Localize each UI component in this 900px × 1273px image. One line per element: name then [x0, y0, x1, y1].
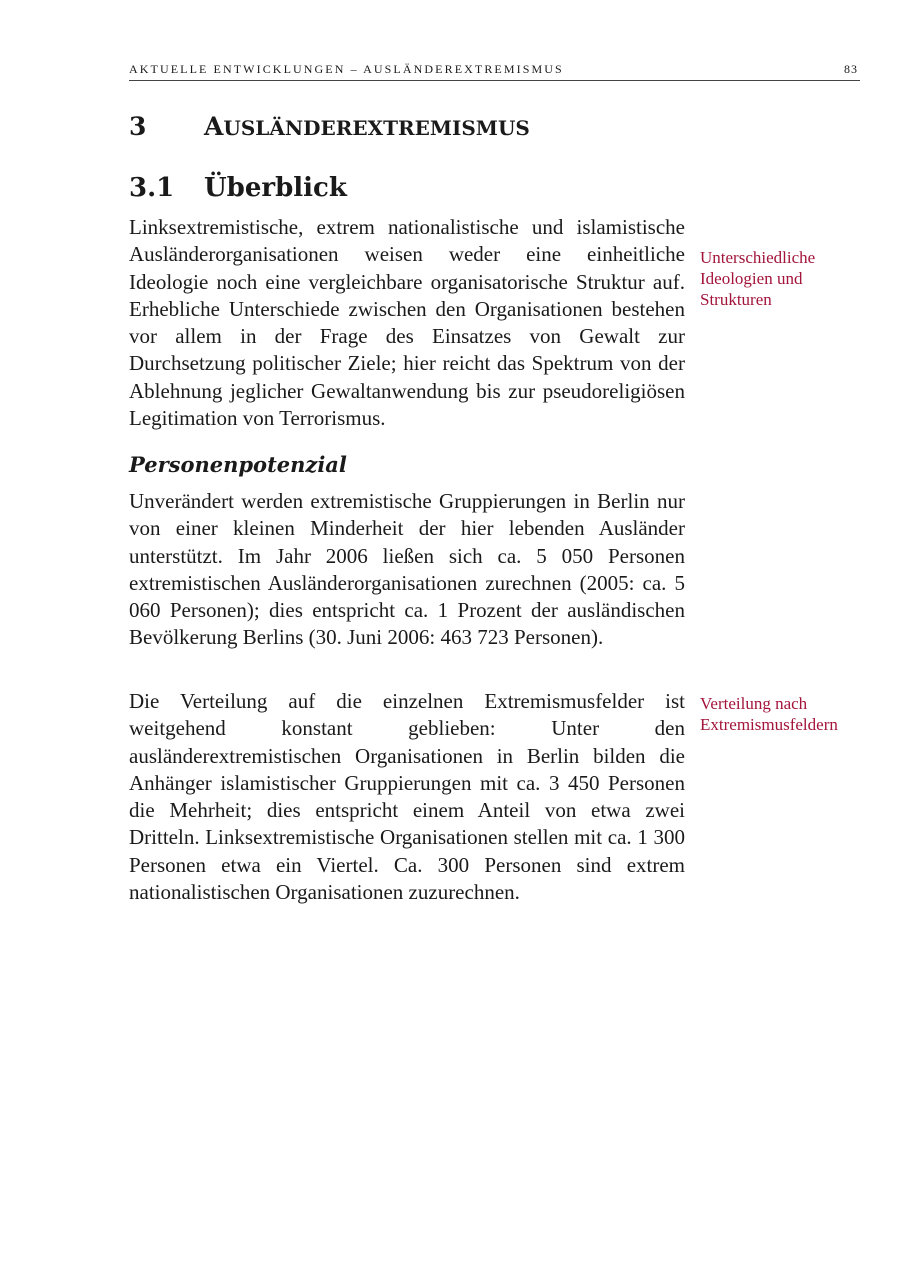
- paragraph-overview: Linksextremistische, extrem nationalistische und islamistische Ausländerorganisationen weisen weder eine einheitliche Ideologie noch eine vergleichbare organisatorische Struktur auf. Erhebliche Unterschiede zwischen den Organisationen bestehen vor allem in der Frage des Einsatzes von Gewalt zur Durchsetzung politischer Ziele; hier reicht das Spektrum von der Ablehnung jeglicher Gewaltanwendung bis zur pseudoreligiösen Legitimation von Terrorismus.: [129, 215, 685, 431]
- section-title: Überblick: [204, 173, 347, 203]
- chapter-number: 3: [129, 112, 147, 141]
- chapter-title-rest: USLÄNDEREXTREMISMUS: [223, 116, 530, 140]
- running-title: AKTUELLE ENTWICKLUNGEN – AUSLÄNDEREXTREMISMUS: [129, 62, 564, 76]
- chapter-title-initial: A: [204, 112, 224, 141]
- section-number: 3.1: [129, 173, 175, 203]
- page-number: 83: [844, 62, 858, 76]
- margin-note-ideologies: Unterschiedliche Ideologien und Strukturen: [700, 248, 816, 309]
- subheading-personenpotenzial: Personenpotenzial: [129, 452, 347, 477]
- paragraph-verteilung: Die Verteilung auf die einzelnen Extremismusfelder ist weitgehend konstant geblieben: Unter den ausländerextremistischen Organisationen in Berlin bilden die Anhänger islamistischer Gruppierungen mit ca. 3 450 Personen die Mehrheit; dies entspricht einem Anteil von etwa zwei Dritteln. Linksextremistische Organisationen stellen mit ca. 1 300 Personen etwa ein Viertel. Ca. 300 Personen sind extrem nationalistischen Organisationen zuzurechnen.: [129, 689, 685, 905]
- margin-note-verteilung: Verteilung nach Extremismusfeldern: [700, 694, 838, 734]
- running-header: [129, 62, 860, 81]
- chapter-title: [204, 112, 530, 141]
- paragraph-personenpotenzial: Unverändert werden extremistische Gruppierungen in Berlin nur von einer kleinen Minderheit der hier lebenden Ausländer unterstützt. Im Jahr 2006 ließen sich ca. 5 050 Personen extremistischen Ausländerorganisationen zurechnen (2005: ca. 5 060 Personen); dies entspricht ca. 1 Prozent der ausländischen Bevölkerung Berlins (30. Juni 2006: 463 723 Personen).: [129, 489, 685, 650]
